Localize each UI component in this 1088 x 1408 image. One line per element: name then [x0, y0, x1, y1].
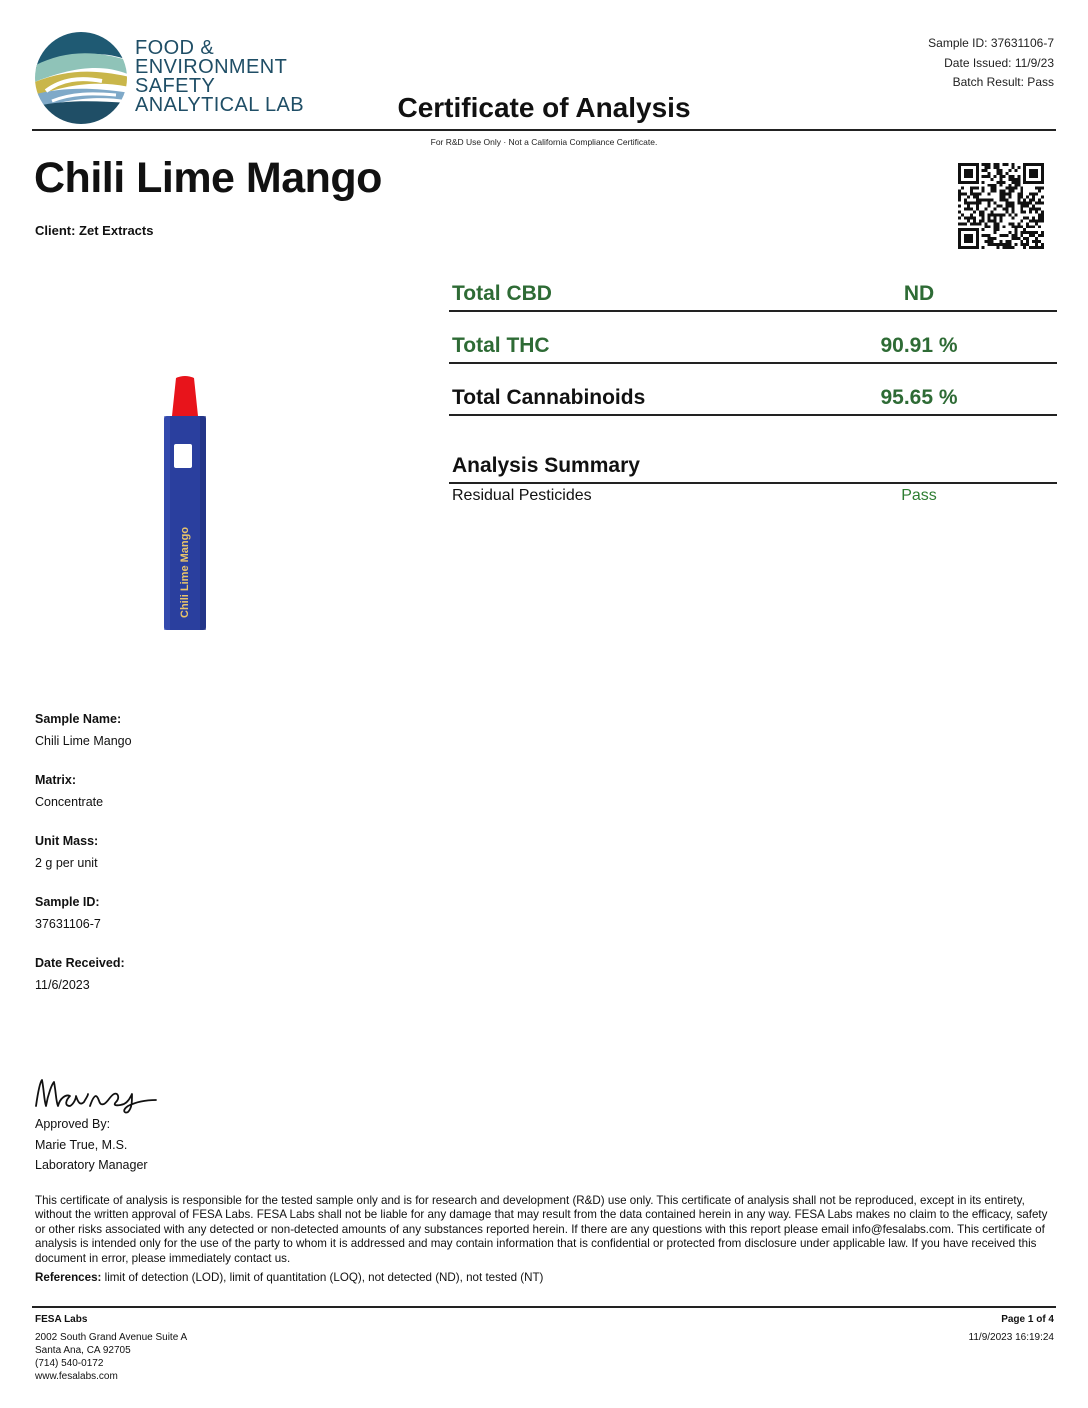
qr-code-icon[interactable] — [958, 163, 1044, 249]
summary-row — [449, 484, 1057, 508]
product-pen-image — [150, 372, 220, 634]
analysis-summary-title: Analysis Summary — [449, 451, 1057, 484]
product-title: Chili Lime Mango — [34, 154, 382, 202]
total-thc-value: 90.91 % — [880, 334, 958, 357]
cannabinoid-totals — [449, 276, 1057, 432]
logo-line: ANALYTICAL LAB — [135, 94, 304, 116]
references — [35, 1271, 1055, 1284]
footer-timestamp: 11/9/2023 16:19:24 — [968, 1332, 1054, 1343]
client-name: Client: Zet Extracts — [35, 223, 154, 238]
matrix-field — [35, 771, 335, 815]
approved-by-label: Approved By: — [35, 1117, 111, 1131]
footer-website-link[interactable]: www.fesalabs.com — [35, 1371, 118, 1382]
total-cbd-value: ND — [903, 282, 935, 305]
footer-page-info — [969, 1313, 1054, 1344]
logo-line: SAFETY — [135, 75, 216, 97]
footer-address-line: Santa Ana, CA 92705 — [35, 1345, 131, 1356]
references-text: limit of detection (LOD), limit of quantitation (LOQ), not detected (ND), not tested (NT) — [104, 1271, 544, 1284]
footer-address-line: 2002 South Grand Avenue Suite A — [35, 1332, 188, 1343]
analysis-summary — [449, 451, 1057, 508]
field-label: Unit Mass: — [35, 834, 99, 848]
total-cannabinoids-value: 95.65 % — [880, 386, 958, 409]
pen-window — [174, 444, 192, 468]
signature-image — [32, 1072, 162, 1116]
field-label: Date Received: — [35, 956, 125, 970]
fesa-logo-icon — [32, 31, 130, 125]
rd-use-note: For R&D Use Only · Not a California Compliance Certificate. — [430, 137, 658, 147]
logo-wordmark — [135, 39, 335, 115]
page-number: Page 1 of 4 — [1001, 1314, 1054, 1325]
summary-row-result: Pass — [901, 487, 937, 504]
approver-name: Marie True, M.S. — [35, 1137, 128, 1152]
header-divider — [32, 129, 1056, 131]
field-label: Matrix: — [35, 773, 76, 787]
logo-line: ENVIRONMENT — [135, 56, 288, 78]
pen-tip — [172, 376, 198, 416]
meta-sample-id: Sample ID: 37631106-7 — [928, 36, 1054, 50]
meta-date-issued: Date Issued: 11/9/23 — [944, 55, 1054, 70]
footer-lab-info — [35, 1313, 187, 1383]
total-thc-label: Total THC — [452, 334, 550, 357]
document-title: Certificate of Analysis — [397, 92, 691, 123]
pen-label: Chili Lime Mango — [179, 526, 191, 618]
field-label: Sample ID: — [35, 895, 100, 909]
report-meta — [928, 34, 1054, 93]
sample-info — [35, 710, 335, 1015]
total-cannabinoids-label: Total Cannabinoids — [452, 386, 646, 409]
footer-phone: (714) 540-0172 — [35, 1358, 104, 1369]
footer-lab-name: FESA Labs — [35, 1314, 88, 1325]
total-cannabinoids-row — [449, 380, 1057, 416]
references-label: References: — [35, 1271, 102, 1284]
date-received-field — [35, 954, 335, 998]
field-value: 2 g per unit — [35, 856, 98, 870]
summary-row-label: Residual Pesticides — [452, 487, 592, 504]
field-value: 11/6/2023 — [35, 978, 90, 992]
total-thc-row — [449, 328, 1057, 364]
unit-mass-field — [35, 832, 335, 876]
field-label: Sample Name: — [35, 712, 122, 726]
footer-divider — [32, 1306, 1056, 1308]
total-cbd-label: Total CBD — [452, 282, 552, 305]
field-value: Chili Lime Mango — [35, 734, 132, 748]
sample-name-field — [35, 710, 335, 754]
field-value: Concentrate — [35, 795, 104, 809]
disclaimer-text: This certificate of analysis is responsible for the tested sample only and is for research and development (R&D) use only. This certificate of analysis shall not be reproduced, except in its entirety, without the written approval of FESA Labs. FESA Labs shall not be liable for any damage that may result from the data contained herein in any way. FESA Labs makes no claim to the efficacy, safety or other risks associated with any detected or non-detected amounts of any substances reported herein. If there are any questions with this report please email info@fesalabs.com. This certificate of analysis is intended only for the use of the party to whom it is addressed and may contain information that is confidential or protected from disclosure under applicable law. If you have received this document in error, please immediately contact us. — [35, 1194, 1048, 1265]
meta-batch-result: Batch Result: Pass — [952, 75, 1054, 89]
field-value: 37631106-7 — [35, 917, 101, 931]
sample-id-field — [35, 893, 335, 937]
approval-block — [35, 1114, 148, 1176]
approver-role: Laboratory Manager — [35, 1158, 148, 1172]
logo-line: FOOD & — [135, 37, 215, 59]
total-cbd-row — [449, 276, 1057, 312]
